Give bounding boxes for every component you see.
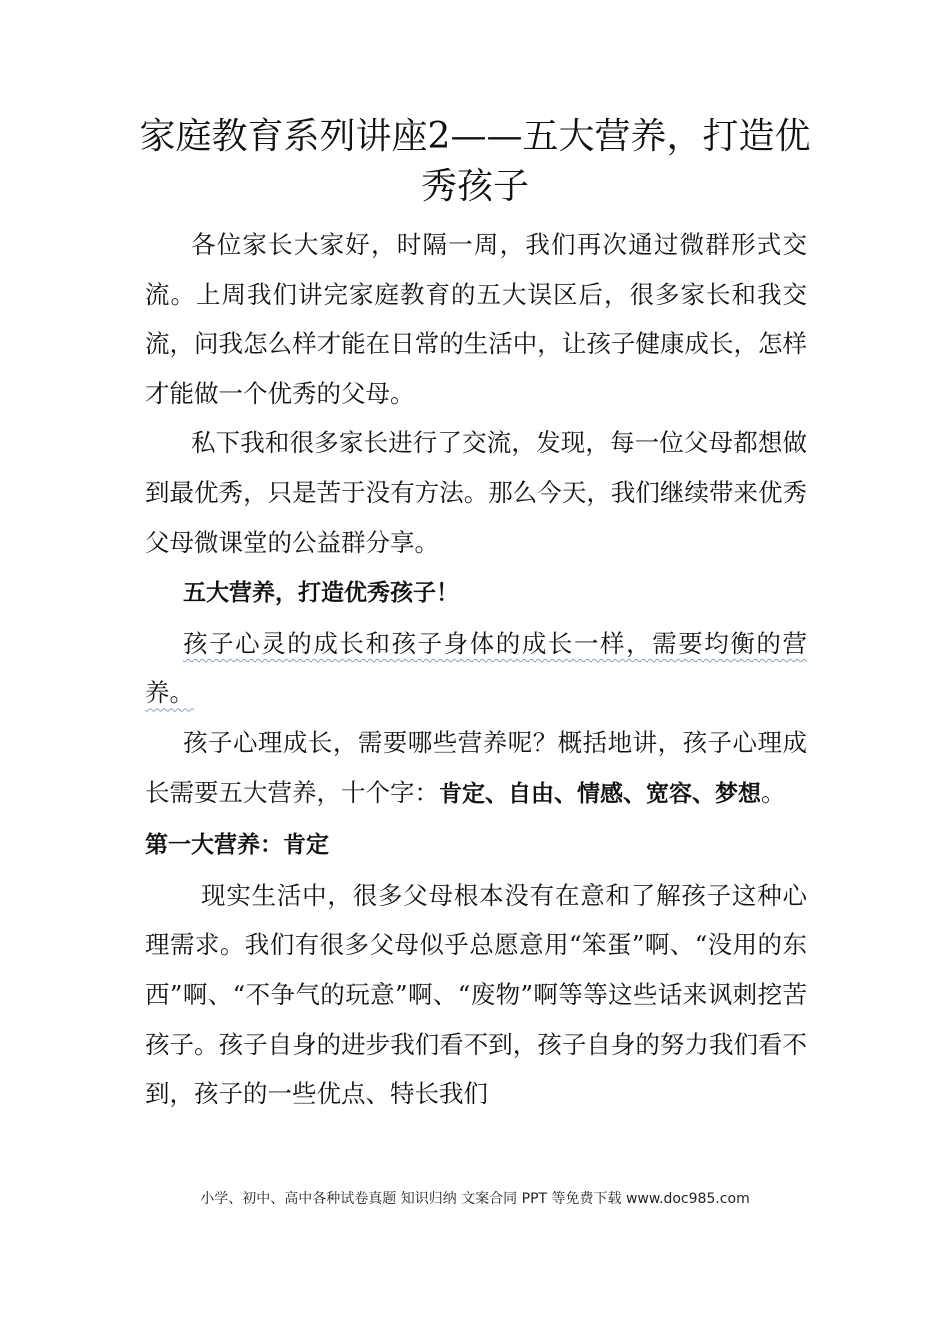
ten-words-bold: 肯定、自由、情感、宽容、梦想: [439, 780, 761, 807]
paragraph-ten-words: [145, 718, 807, 819]
section-heading-affirmation: [145, 819, 807, 871]
ten-words-end: 。: [761, 777, 786, 807]
heading-text: 五大营养，打造优秀孩子！: [183, 580, 459, 607]
paragraph-private-talk: 私下我和很多家长进行了交流，发现，每一位父母都想做到最优秀，只是苦于没有方法。那么今天，我们继续带来优秀父母微课堂的公益群分享。: [145, 428, 807, 557]
page-footer: 小学、初中、高中各种试卷真题 知识归纳 文案合同 PPT 等免费下载 www.doc985.com: [200, 1191, 750, 1207]
heading-text: 第一大营养：肯定: [145, 832, 329, 859]
paragraph-intro: 各位家长大家好，时隔一周，我们再次通过微群形式交流。上周我们讲完家庭教育的五大误区后，很多家长和我交流，问我怎么样才能在日常的生活中，让孩子健康成长，怎样才能做一个优秀的父母。: [145, 230, 807, 408]
ten-words-intro: 孩子心理成长，需要哪些营养呢？概括地讲，孩子心理成长需要五大营养，十个字：: [145, 727, 807, 807]
document-body: [145, 220, 807, 1119]
document-title: 家庭教育系列讲座2——五大营养，打造优秀孩子: [139, 116, 811, 207]
wavy-underlined-text: 孩子心灵的成长和孩子身体的成长一样，需要均衡的营养。: [145, 628, 807, 708]
paragraph-real-life: 现实生活中，很多父母根本没有在意和了解孩子这种心理需求。我们有很多父母似乎总愿意用“笨蛋”啊、“没用的东西”啊、“不争气的玩意”啊、“废物”啊等等这些话来讽刺挖苦孩子。孩子自身的进步我们看不到，孩子自身的努力我们看不到，孩子的一些优点、特长我们: [145, 880, 807, 1109]
paragraph-balanced-nutrition: [145, 619, 807, 718]
section-heading-five-nutrients: [145, 567, 807, 619]
